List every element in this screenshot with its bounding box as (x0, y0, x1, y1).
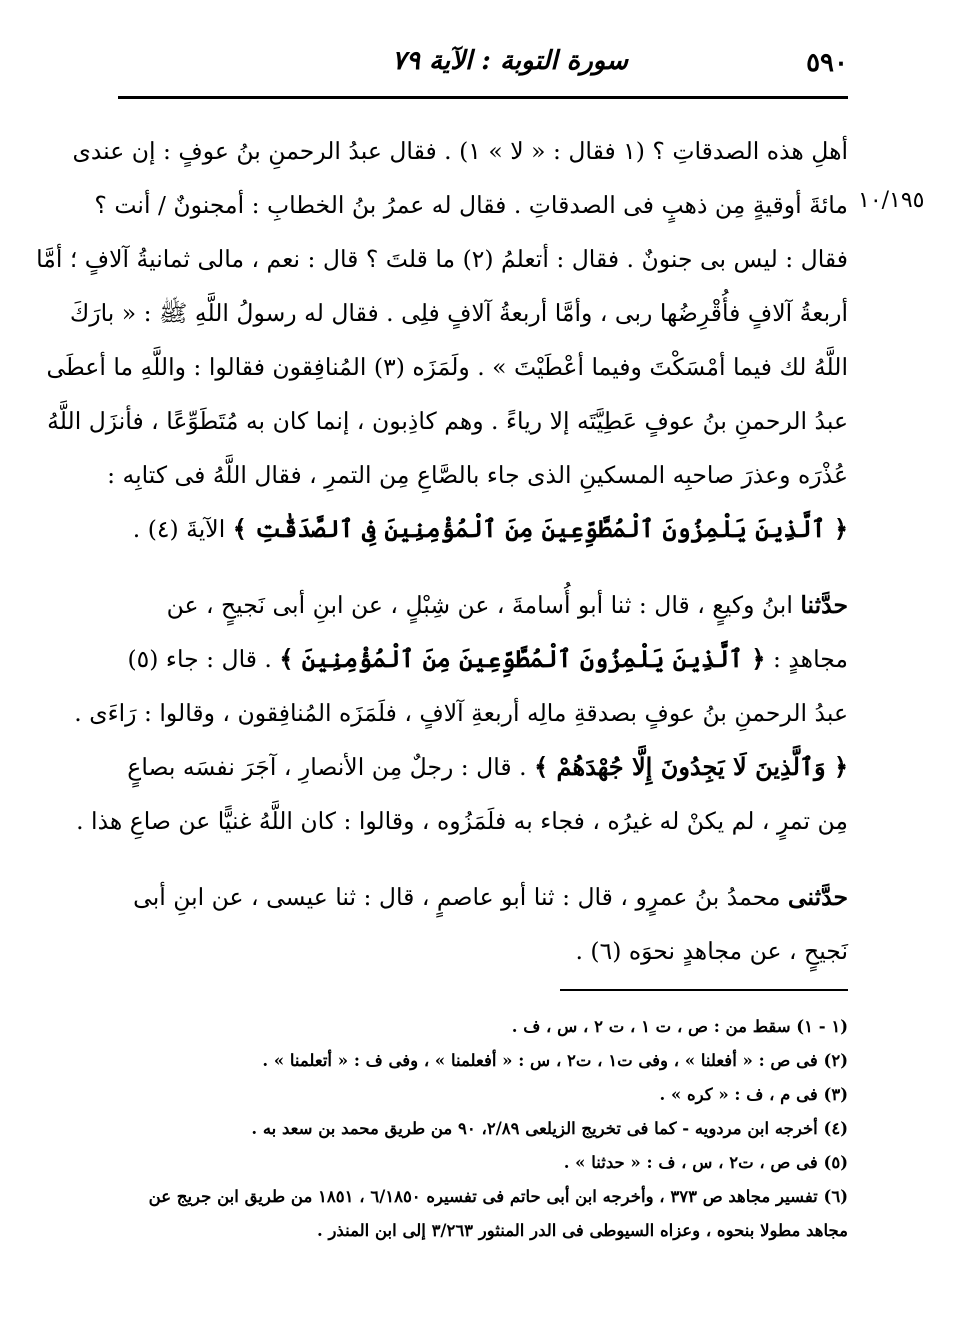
text-line: اللَّهُ لك فيما أمْسَكْتَ وفيما أعْطَيْتَ » . ولَمَزَه (٣) المُنافِقون فقالوا : واللَّهِ ما أعطَى (46, 353, 848, 381)
footnote: (٤) أخرجه ابن مردويه - كما فى تخريج الزيلعى ٢/٨٩، ٩٠ من طريق محمد بن سعد به . (251, 1119, 848, 1138)
page-header (118, 44, 848, 92)
isnad-text: ابنُ وكيعٍ ، قال : ثنا أبو أُسامةَ ، عن شِبْلٍ ، عن ابنِ أبى نَجيحٍ ، عن (166, 591, 793, 619)
footnote: (٣) فى م ، ف : « كره » . (659, 1085, 848, 1104)
text-line: عبدُ الرحمنِ بنُ عوفٍ بصدقةِ مالِه أربعةِ آلافٍ ، فلَمَزَه المُنافِقون ، وقالوا : رَاءَى . (74, 699, 848, 727)
text-line: أربعةُ آلافٍ فأُقْرِضُها ربى ، وأمَّا أربعةُ آلافٍ فلِى . فقال له رسولُ اللَّهِ ﷺ : « بارَكَ (69, 299, 848, 327)
footnotes (118, 1010, 848, 1248)
footnote: (٢) فى ص : « أفعلنا » ، وفى ت١ ، ت٢ ، س : « أفعلمنا » ، وفى ف : « أتعلمنا » . (262, 1051, 848, 1070)
text-line (118, 578, 848, 632)
quran-verse: ﴿ وَٱلَّذِينَ لَا يَجِدُونَ إِلَّا جُهْدَهُمْ ﴾ (534, 752, 848, 781)
quran-verse: ﴿ ٱلَّذِينَ يَلْمِزُونَ ٱلْمُطَّوِّعِينَ مِنَ ٱلْمُؤْمِنِينَ فِى ٱلصَّدَقَٰتِ ﴾ (232, 514, 848, 543)
text-line: عُذْرَه وعذرَ صاحبِه المسكينِ الذى جاء بالصَّاعِ مِن التمرِ ، فقال اللَّهُ فى كتابِه : (107, 461, 848, 489)
footnote-rule (560, 989, 848, 991)
footnote: (٦) تفسير مجاهد ص ٣٧٣ ، وأخرجه ابن أبى حاتم فى تفسيره ٦/١٨٥٠ ، ١٨٥١ من طريق ابن جريج عن (148, 1187, 848, 1206)
text-segment: . قال : جاء (٥) (127, 645, 272, 673)
paragraph-gap (118, 848, 848, 870)
text-line: نَجيحٍ ، عن مجاهدٍ نحوَه (٦) . (575, 937, 848, 965)
manuscript-page-marker: ١٠/١٩٥ (858, 188, 925, 213)
page-number: ٥٩٠ (806, 48, 848, 78)
header-rule (118, 96, 848, 99)
isnad-text: محمدُ بنُ عمرٍو ، قال : ثنا أبو عاصمٍ ، قال : ثنا عيسى ، عن ابنِ أبى (133, 883, 781, 911)
main-text (36, 124, 848, 978)
narrator: مجاهدٍ : (772, 645, 848, 673)
text-line: مِن تمرٍ ، لم يكنْ له غيرُه ، فجاء به فلَمَزُوه ، وقالوا : كان اللَّهُ غنيًّا عن صاعِ هذا . (76, 807, 848, 835)
footnote: مجاهد مطولا بنحوه ، وعزاه السيوطى فى الدر المنثور ٣/٢٦٣ إلى ابن المنذر . (316, 1221, 848, 1240)
text-line: مائةَ أوقيةٍ مِن ذهبٍ فى الصدقاتِ . فقال له عمرُ بنُ الخطابِ : أمجنونٌ / أنت ؟ (94, 191, 848, 219)
isnad-lead: حدَّثنى (787, 883, 848, 911)
text-line (118, 870, 848, 924)
text-line (118, 502, 848, 556)
isnad-lead: حدَّثنا (800, 591, 848, 619)
text-segment: . قال : رجلٌ مِن الأنصارِ ، آجَرَ نفسَه بصاعٍ (127, 753, 527, 781)
verse-reference: الآيةَ (٤) . (132, 515, 226, 543)
running-title: سورة التوبة : الآية ٧٩ (392, 46, 628, 76)
text-line: عبدُ الرحمنِ بنُ عوفٍ عَطِيَّتَه إلا رياءً . وهم كاذِبون ، إنما كان به مُتَطَوِّعًا ، فأنزَل اللَّهُ (47, 407, 848, 435)
quran-verse: ﴿ ٱلَّذِينَ يَلْمِزُونَ ٱلْمُطَّوِّعِينَ مِنَ ٱلْمُؤْمِنِينَ ﴾ (279, 644, 766, 673)
paragraph-gap (118, 556, 848, 578)
footnote: (٥) فى ص ، ت٢ ، س ، ف : « حدثنا » . (563, 1153, 848, 1172)
text-line (118, 632, 848, 686)
text-line (118, 740, 848, 794)
footnote: (١ - ١) سقط من : ص ، ت ١ ، ت ٢ ، س ، ف . (511, 1017, 848, 1036)
text-line: أهلِ هذه الصدقاتِ ؟ (١ فقال : « لا » ١) . فقال عبدُ الرحمنِ بنُ عوفٍ : إن عندى (72, 137, 848, 165)
text-line: فقال : ليس بى جنونٌ . فقال : أتعلمُ (٢) ما قلتَ ؟ قال : نعم ، مالى ثمانيةُ آلافٍ ؛ أمَّا (36, 245, 848, 273)
